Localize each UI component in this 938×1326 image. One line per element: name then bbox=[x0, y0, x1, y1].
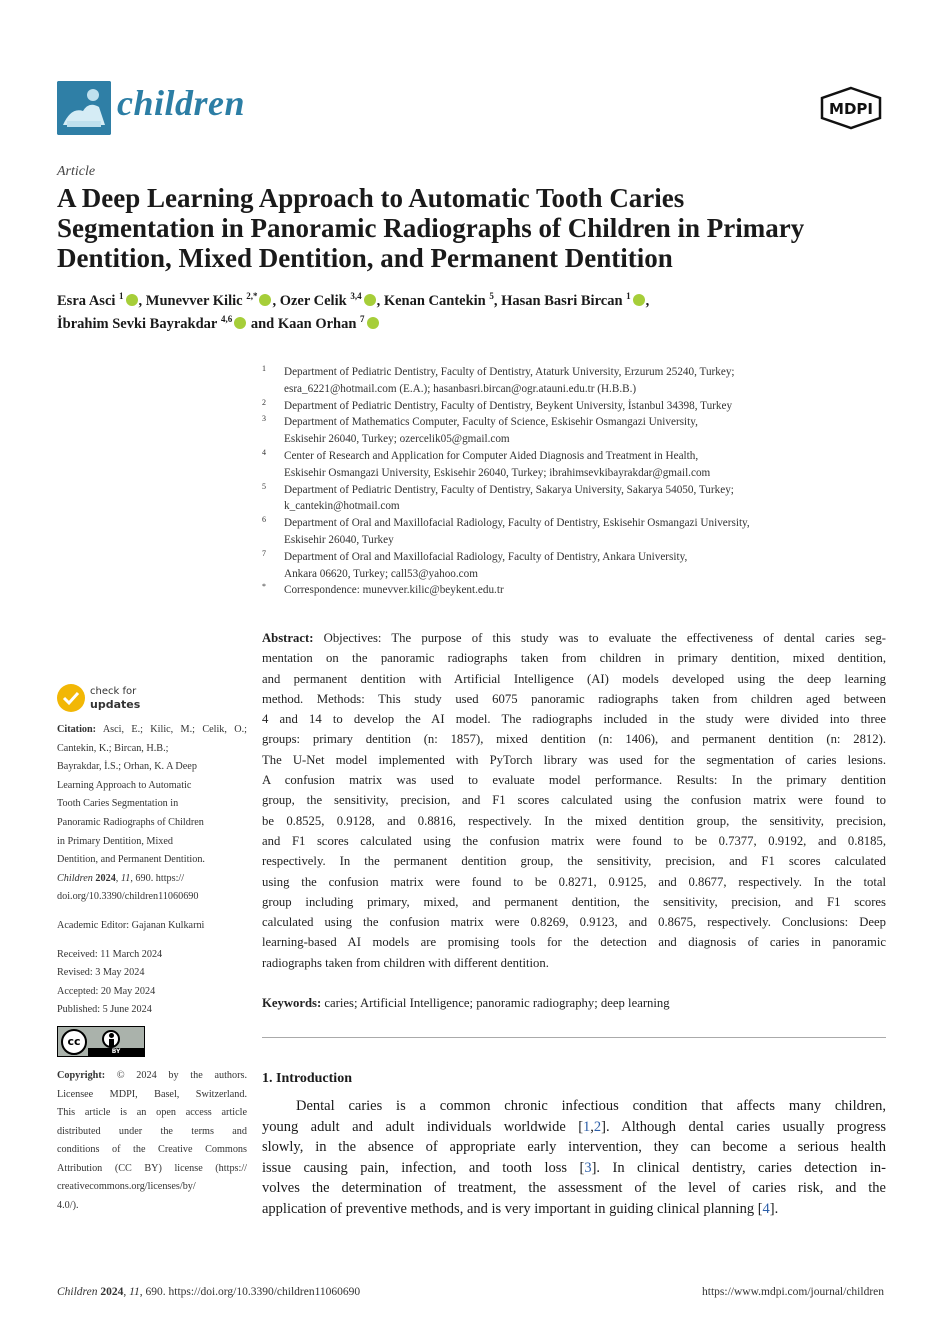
correspondence-marker: * bbox=[262, 582, 266, 592]
affiliation-text: Eskisehir 26040, Turkey bbox=[284, 533, 394, 546]
orcid-icon[interactable] bbox=[367, 317, 379, 329]
check-updates-label: check for bbox=[90, 686, 137, 697]
title-line: Segmentation in Panoramic Radiographs of Children in Primary bbox=[57, 213, 805, 243]
abstract-line: group including primary, mixed, and permanent dentition, the sensitivity, precision, and F1 scores bbox=[262, 894, 886, 909]
abstract-line: and permanent dentition with Artificial Intelligence (AI) models developed using the deep learning bbox=[262, 671, 886, 686]
section-divider bbox=[262, 1037, 886, 1038]
affiliation-marker: 2,* bbox=[246, 291, 258, 302]
copyright-text: © 2024 by the authors. bbox=[116, 1069, 247, 1081]
affiliation-item bbox=[262, 398, 882, 415]
copyright-line: conditions of the Creative Commons bbox=[57, 1144, 247, 1156]
abstract-text: Objectives: The purpose of this study was to evaluate the effectiveness of dental caries seg- bbox=[323, 631, 887, 645]
paragraph-line: volves the determination of treatment, the assessment of the level of caries risk, and the bbox=[262, 1180, 886, 1196]
orcid-icon[interactable] bbox=[259, 294, 271, 306]
copyright-line: Attribution (CC BY) license (https:// bbox=[57, 1162, 247, 1174]
affiliation-marker: 7 bbox=[360, 314, 365, 325]
correspondence-text[interactable]: Correspondence: munevver.kilic@beykent.edu.tr bbox=[284, 584, 504, 597]
introduction-paragraph bbox=[262, 1096, 886, 1219]
citation-label: Citation: bbox=[57, 724, 97, 735]
footer-year: 2024 bbox=[100, 1286, 124, 1298]
abstract bbox=[262, 628, 886, 973]
published-date: Published: 5 June 2024 bbox=[57, 1004, 152, 1016]
keywords-text: caries; Artificial Intelligence; panoramic radiography; deep learning bbox=[324, 996, 670, 1010]
affiliation-number: 3 bbox=[262, 414, 266, 424]
affiliation-number: 1 bbox=[262, 364, 266, 373]
title-line: Dentition, Mixed Dentition, and Permanent Dentition bbox=[57, 243, 673, 273]
citation-year: 2024 bbox=[95, 872, 116, 884]
paragraph-text: , bbox=[590, 1118, 594, 1135]
citation-line: Bayrakdar, İ.S.; Orhan, K. A Deep bbox=[57, 761, 197, 773]
received-date: Received: 11 March 2024 bbox=[57, 948, 163, 960]
academic-editor: Academic Editor: Gajanan Kulkarni bbox=[57, 919, 205, 931]
affiliation-text: Department of Oral and Maxillofacial Radiology, Faculty of Dentistry, Ankara University, bbox=[284, 550, 688, 563]
citation-link[interactable]: 2 bbox=[593, 1118, 602, 1135]
abstract-line: radiographs taken from children with different dentition. bbox=[262, 955, 549, 970]
author-name[interactable]: Ozer Celik bbox=[279, 293, 347, 309]
abstract-line: mentation on the panoramic radiographs taken from children in primary dentition, mixed dentition, bbox=[262, 651, 886, 666]
section-heading: 1. Introduction bbox=[262, 1071, 352, 1086]
orcid-icon[interactable] bbox=[633, 294, 645, 306]
author-name[interactable]: Esra Asci bbox=[57, 293, 116, 309]
copyright-line: distributed under the terms and bbox=[57, 1125, 247, 1137]
abstract-line: 4 and 14 to develop the AI model. The radiographs included in the study were divided into three bbox=[262, 712, 886, 727]
paragraph-line bbox=[262, 1117, 886, 1138]
affiliation-marker: 5 bbox=[489, 291, 494, 302]
affiliation-text[interactable]: k_cantekin@hotmail.com bbox=[284, 500, 400, 513]
abstract-line: and F1 scores calculated using the confusion matrix were found to be 0.7377, 0.9192, and 0.8185, bbox=[262, 833, 886, 848]
footer-doi-link[interactable]: , 690. https://doi.org/10.3390/children11060690 bbox=[139, 1286, 361, 1298]
affiliation-text[interactable]: Eskisehir 26040, Turkey; ozercelik05@gmail.com bbox=[284, 433, 510, 446]
abstract-line: A confusion matrix was used to evaluate model performance. Results: In the primary dentition bbox=[262, 773, 886, 788]
paper-title bbox=[57, 183, 897, 273]
citation-line: Learning Approach to Automatic bbox=[57, 779, 192, 791]
affiliation-number: 7 bbox=[262, 548, 266, 558]
citation-pages: , 690. bbox=[130, 872, 154, 884]
affiliation-text: Center of Research and Application for Computer Aided Diagnosis and Treatment in Health, bbox=[284, 449, 699, 462]
paragraph-text: young adult and adult individuals worldwide [ bbox=[262, 1118, 584, 1135]
paragraph-text: ]. Although dental caries usually progress bbox=[601, 1118, 886, 1135]
orcid-icon[interactable] bbox=[126, 294, 138, 306]
citation-link[interactable]: 4 bbox=[762, 1200, 770, 1217]
affiliation-marker: 4,6 bbox=[220, 314, 233, 325]
paragraph-text: ]. bbox=[769, 1200, 779, 1217]
author-name[interactable]: Kaan Orhan bbox=[277, 316, 357, 332]
abstract-label: Abstract: bbox=[262, 631, 314, 645]
affiliation-marker: 1 bbox=[119, 291, 124, 302]
copyright-line: This article is an open access article bbox=[57, 1107, 247, 1119]
article-type: Article bbox=[57, 164, 96, 179]
affiliation-number: 4 bbox=[262, 447, 266, 457]
paragraph-text: ]. In clinical dentistry, caries detection in- bbox=[591, 1159, 886, 1176]
abstract-line: respectively. In the permanent dentition group, the sensitivity, precision, and F1 scores calculated bbox=[262, 854, 886, 869]
check-updates-label: updates bbox=[90, 698, 141, 711]
citation-doi-link[interactable]: https:// bbox=[155, 872, 185, 884]
affiliation-item bbox=[262, 549, 882, 583]
affiliation-text: Department of Mathematics Computer, Faculty of Science, Eskisehir Osmangazi University, bbox=[284, 416, 698, 429]
affiliation-text: Department of Pediatric Dentistry, Faculty of Dentistry, Ataturk University, Erzurum 25240, Turkey; bbox=[284, 366, 735, 378]
copyright-line: 4.0/). bbox=[57, 1200, 79, 1212]
check-updates-icon bbox=[57, 684, 85, 712]
footer-journal-link[interactable]: https://www.mdpi.com/journal/children bbox=[702, 1286, 884, 1298]
affiliation-text: Department of Pediatric Dentistry, Faculty of Dentistry, Sakarya University, Sakarya 54050, Turkey; bbox=[284, 483, 734, 496]
journal-logo-icon bbox=[57, 81, 111, 135]
publisher-logo bbox=[818, 86, 884, 130]
citation-line: Panoramic Radiographs of Children bbox=[57, 816, 204, 828]
title-line: A Deep Learning Approach to Automatic Tooth Caries bbox=[57, 183, 685, 213]
license-link[interactable]: creativecommons.org/licenses/by/ bbox=[57, 1181, 196, 1193]
orcid-icon[interactable] bbox=[234, 317, 246, 329]
journal-name: children bbox=[117, 83, 246, 123]
affiliation-item bbox=[262, 482, 882, 516]
footer-citation: Children 2024, 11, 690. https://doi.org/10.3390/children11060690 bbox=[57, 1286, 361, 1298]
affiliation-number: 6 bbox=[262, 515, 266, 525]
abstract-line: group, the sensitivity, precision, and F1 scores calculated using the confusion matrix were found to bbox=[262, 793, 886, 808]
citation-line: Cantekin, K.; Bircan, H.B.; bbox=[57, 742, 169, 754]
citation-link[interactable]: 3 bbox=[584, 1159, 592, 1176]
citation-journal: Children bbox=[57, 872, 93, 884]
paragraph-line bbox=[262, 1199, 886, 1220]
affiliation-number: 2 bbox=[262, 397, 266, 407]
orcid-icon[interactable] bbox=[364, 294, 376, 306]
affiliation-item bbox=[262, 515, 882, 549]
author-name[interactable]: Munevver Kilic bbox=[145, 293, 243, 309]
author-name[interactable]: Hasan Basri Bircan bbox=[501, 293, 623, 309]
revised-date: Revised: 3 May 2024 bbox=[57, 967, 145, 979]
author-name[interactable]: İbrahim Sevki Bayrakdar bbox=[57, 316, 218, 332]
affiliation-item bbox=[262, 414, 882, 448]
copyright-label: Copyright: bbox=[57, 1069, 106, 1081]
affiliation-text[interactable]: esra_6221@hotmail.com (E.A.); hasanbasri.bircan@ogr.atauni.edu.tr (H.B.B.) bbox=[284, 382, 637, 395]
citation-line: Children 2024, 11, 690. https:// bbox=[57, 872, 185, 884]
copyright-line bbox=[57, 1067, 247, 1086]
abstract-line: learning-based AI models are promising tools for the detection and diagnosis of caries in panoramic bbox=[262, 935, 886, 950]
citation-text: Asci, E.; Kilic, M.; Celik, O.; bbox=[102, 724, 247, 735]
abstract-line: calculated using the confusion matrix were 0.8269, 0.9123, and 0.8675, respectively. Conclusions: Deep bbox=[262, 915, 886, 930]
citation-volume: 11 bbox=[120, 872, 131, 884]
paragraph-line: Dental caries is a common chronic infectious condition that affects many children, bbox=[296, 1098, 886, 1114]
paragraph-text: issue causing pain, infection, and tooth loss [ bbox=[262, 1159, 585, 1176]
affiliation-text[interactable]: Ankara 06620, Turkey; call53@yahoo.com bbox=[284, 567, 478, 580]
citation-doi-link[interactable]: doi.org/10.3390/children11060690 bbox=[57, 891, 199, 903]
affiliation-text: Department of Oral and Maxillofacial Radiology, Faculty of Dentistry, Eskisehir Osmangazi University, bbox=[284, 517, 750, 530]
keywords bbox=[262, 993, 886, 1013]
affiliation-item bbox=[262, 448, 882, 482]
citation-line: in Primary Dentition, Mixed bbox=[57, 835, 174, 847]
author-list: Esra Asci $^1$ , Munevver Kilic $^{2,*}$ , Ozer Celik $^{3,4}$ , Kenan Cantekin $^5$, Hasan Basri Bircan $^1$ , İbrahim Sevki Bayrakdar $^{4,6}$ and Kaan Orhan $^7$ bbox=[57, 291, 650, 332]
affiliation-text: Department of Pediatric Dentistry, Faculty of Dentistry, Beykent University, İstanbul 34398, Turkey bbox=[284, 399, 733, 412]
abstract-line bbox=[262, 628, 886, 648]
correspondence-item bbox=[262, 582, 882, 599]
author-and: and bbox=[250, 316, 275, 332]
citation-line: Tooth Caries Segmentation in bbox=[57, 798, 179, 810]
affiliation-marker: 3,4 bbox=[350, 291, 362, 302]
check-for-updates-button[interactable] bbox=[57, 683, 187, 715]
paragraph-line bbox=[262, 1158, 886, 1179]
affiliation-item bbox=[262, 364, 882, 398]
copyright-line: Licensee MDPI, Basel, Switzerland. bbox=[57, 1088, 247, 1100]
citation-line: Dentition, and Permanent Dentition. bbox=[57, 854, 205, 866]
footer-volume: 11 bbox=[129, 1286, 140, 1298]
author-name[interactable]: Kenan Cantekin bbox=[383, 293, 486, 309]
article-info-sidebar bbox=[57, 721, 247, 1216]
affiliation-marker: 1 bbox=[626, 291, 631, 302]
abstract-line: groups: primary dentition (n: 1857), mixed dentition (n: 1406), and permanent dentition (n: 2812). bbox=[262, 732, 886, 747]
affiliation-text[interactable]: Eskisehir Osmangazi University, Eskisehir 26040, Turkey; ibrahimsevkibayrakdar@gmail.com bbox=[284, 466, 711, 479]
accepted-date: Accepted: 20 May 2024 bbox=[57, 985, 156, 997]
abstract-line: using the confusion matrix were found to be 0.8271, 0.9125, and 0.8677, respectively. In the total bbox=[262, 874, 886, 889]
abstract-line: be 0.8525, 0.9128, and 0.8816, respectively. In the mixed dentition group, the sensitivity, precision, bbox=[262, 813, 886, 828]
citation-line bbox=[57, 721, 247, 740]
abstract-line: method. Methods: This study used 6075 panoramic radiographs taken from children aged between bbox=[262, 691, 886, 706]
publisher-name: MDPI bbox=[829, 100, 873, 118]
paragraph-line: slowly, in the absence of appropriate early intervention, they can become a serious health bbox=[262, 1139, 886, 1155]
keywords-label: Keywords: bbox=[262, 996, 322, 1010]
affiliation-number: 5 bbox=[262, 481, 266, 491]
paragraph-text: application of preventive methods, and is very important in guiding clinical planning [ bbox=[262, 1200, 763, 1217]
abstract-line: The U-Net model implemented with PyTorch library was used for the segmentation of caries lesions. bbox=[262, 752, 886, 767]
citation-link[interactable]: 1 bbox=[583, 1118, 591, 1135]
affiliations bbox=[262, 364, 882, 599]
cc-by-license-icon[interactable]: cc BY bbox=[57, 1026, 145, 1057]
footer-journal: Children bbox=[57, 1286, 98, 1298]
